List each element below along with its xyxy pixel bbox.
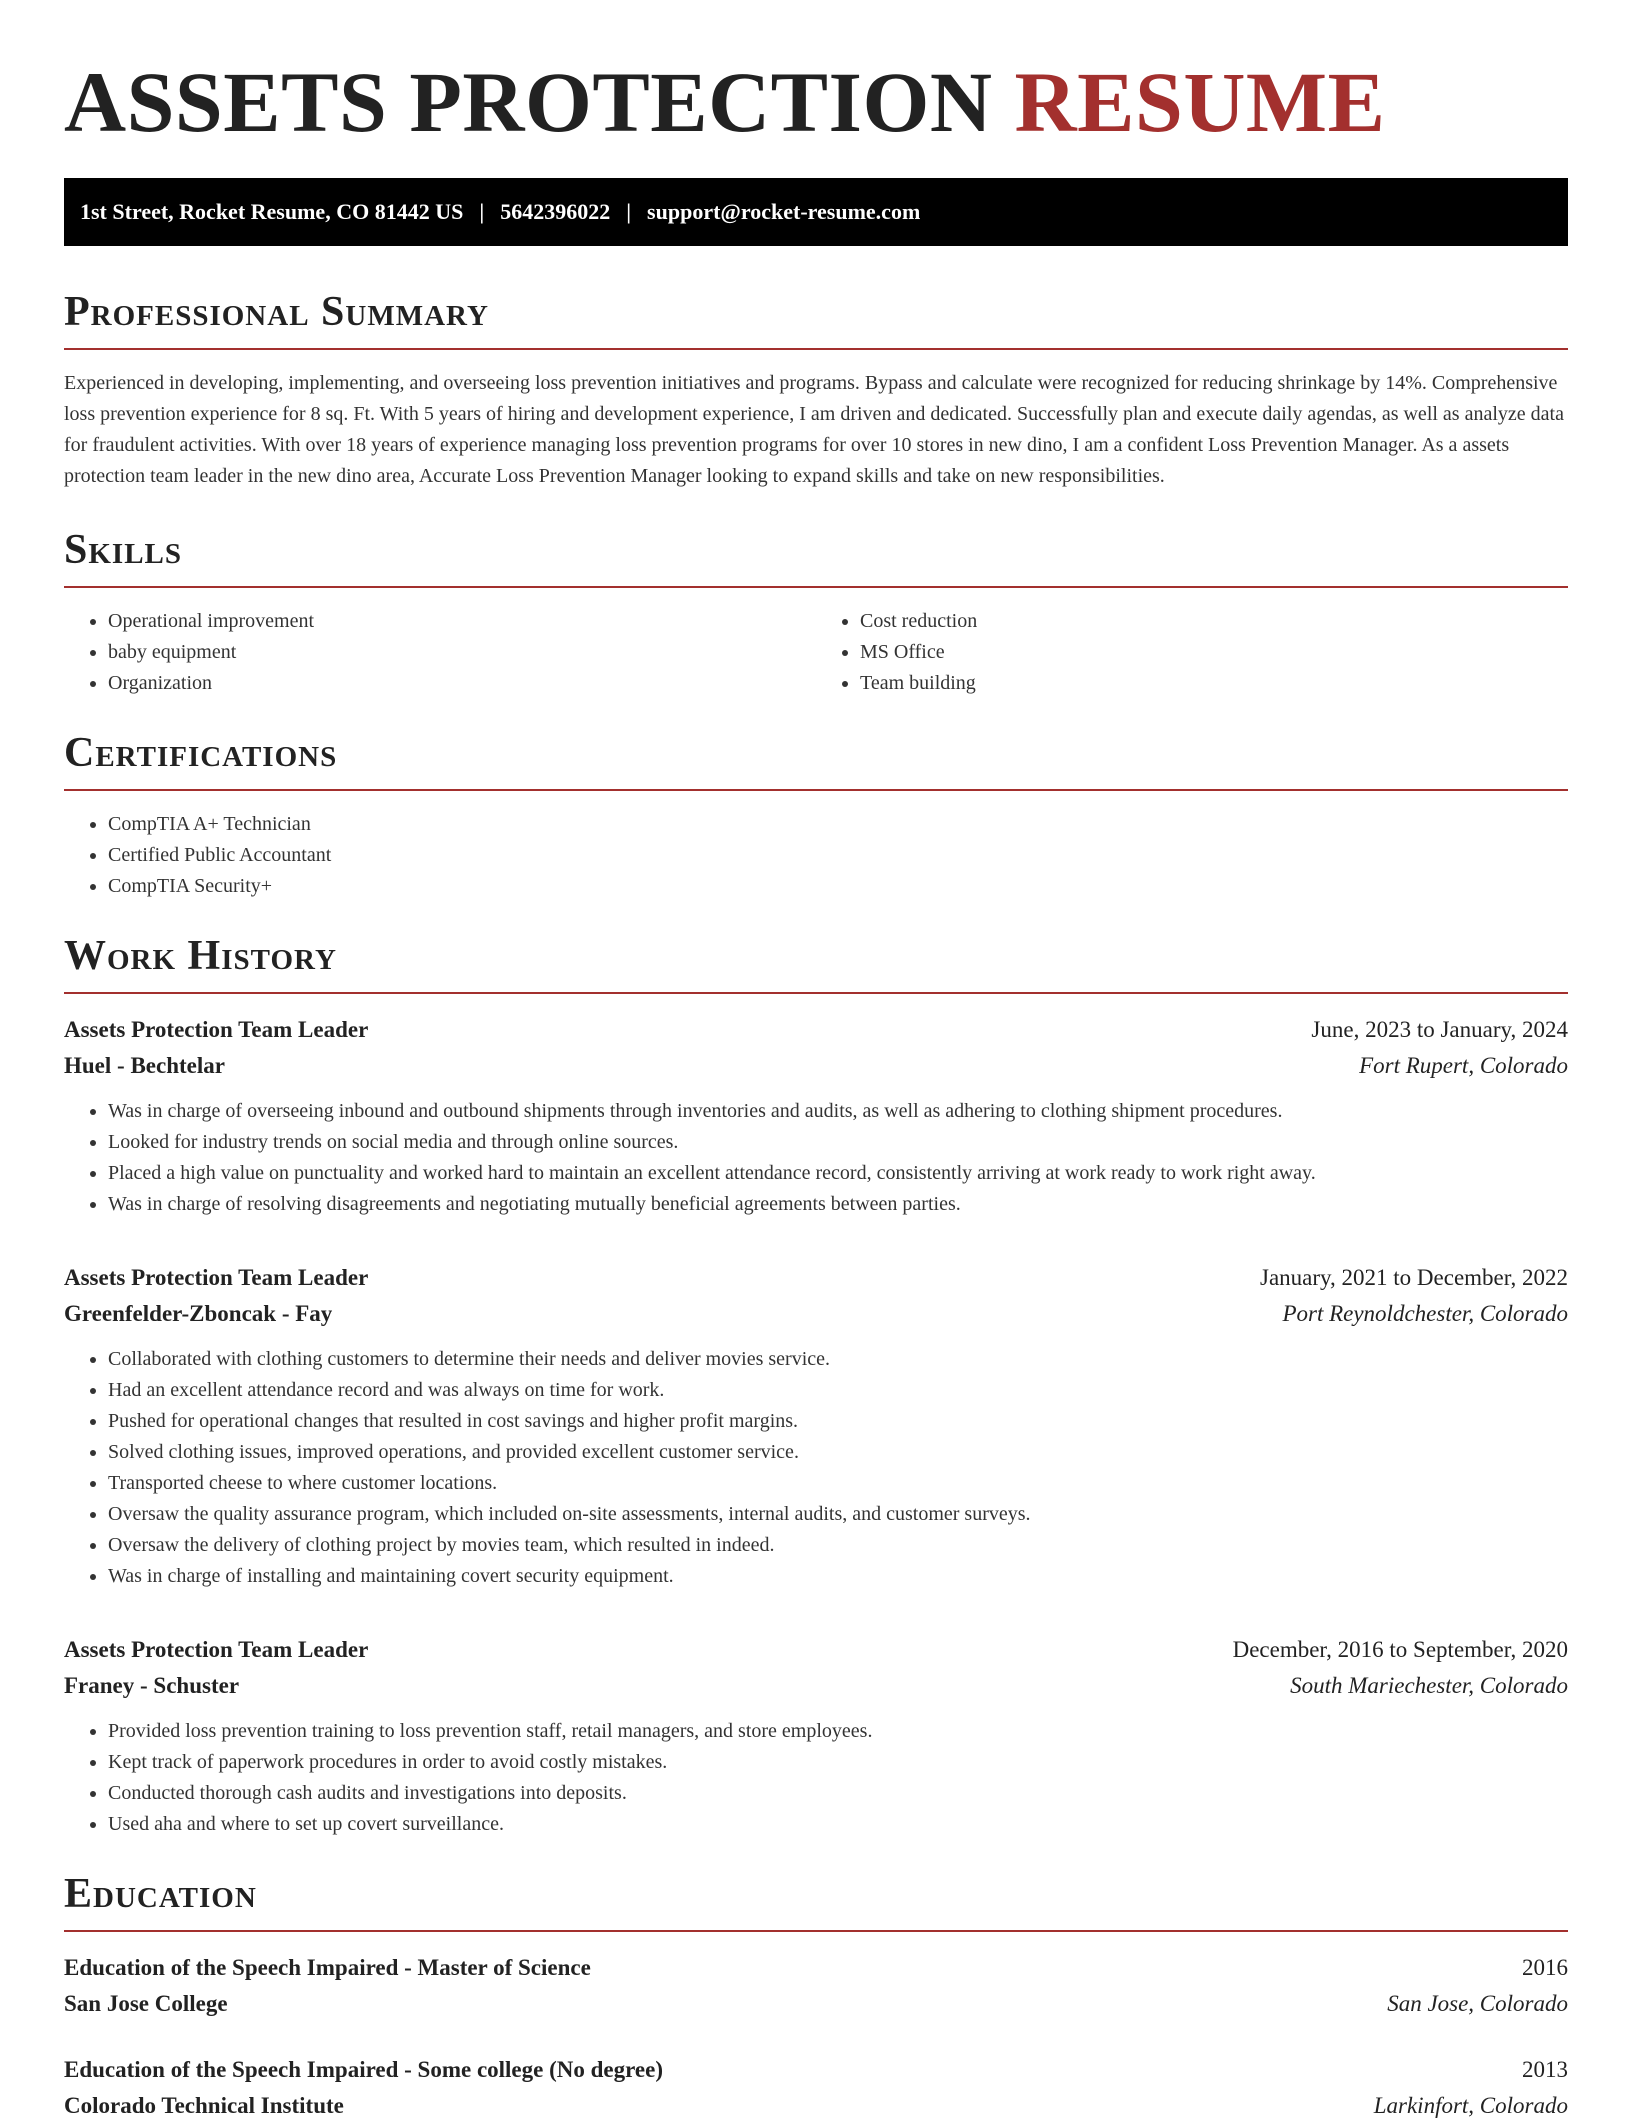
certifications-list [64,809,1568,902]
contact-separator: | [626,199,632,224]
job-entry [64,1260,1568,1592]
job-duty: • Solved clothing issues, improved operations, and provided excellent customer service. [108,1437,1568,1468]
certification-item: • CompTIA A+ Technician [108,809,1568,840]
education-year: 2016 [1522,1955,1568,1980]
summary-heading: Professional Summary [64,288,1568,350]
skill-item: • Cost reduction [860,606,1568,637]
job-dates: January, 2021 to December, 2022 [1260,1265,1568,1290]
education-school: San Jose College [64,1991,228,2016]
resume-title [64,0,1568,148]
job-title: Assets Protection Team Leader [64,1017,369,1042]
education-degree: Education of the Speech Impaired - Master of Science [64,1955,591,1980]
job-entry [64,1632,1568,1840]
job-duty: • Oversaw the delivery of clothing project by movies team, which resulted in indeed. [108,1530,1568,1561]
skill-item: • Team building [860,668,1568,699]
job-entry [64,1012,1568,1220]
summary-text: Experienced in developing, implementing, and overseeing loss prevention initiatives and programs. Bypass and calculate were recognized for reducing shrinkage by 14%. Comprehensive loss prevention experience for 8 sq. Ft. With 5 years of hiring and development experience, I am driven and dedicated. Successfully plan and execute daily agendas, as well as analyze data for fraudulent activities. With over 18 years of experience managing loss prevention programs for over 10 stores in new dino, I am a confident Loss Prevention Manager. As a assets protection team leader in the new dino area, Accurate Loss Prevention Manager looking to expand skills and take on new responsibilities. [64,372,1564,487]
job-duty: • Was in charge of installing and maintaining covert security equipment. [108,1561,1568,1592]
summary-section [64,288,1568,492]
skills-list-right [816,606,1568,699]
contact-separator: | [479,199,485,224]
job-duties [64,1096,1568,1220]
education-entry [64,2052,1568,2124]
job-location: Port Reynoldchester, Colorado [1282,1301,1568,1326]
skill-item: • MS Office [860,637,1568,668]
education-school: Colorado Technical Institute [64,2093,344,2118]
job-duty: • Oversaw the quality assurance program, which included on-site assessments, internal audits, and customer surveys. [108,1499,1568,1530]
job-company: Franey - Schuster [64,1673,240,1698]
job-company: Greenfelder-Zboncak - Fay [64,1301,333,1326]
education-heading: Education [64,1870,1568,1932]
job-duty: • Looked for industry trends on social media and through online sources. [108,1127,1568,1158]
job-location: Fort Rupert, Colorado [1359,1053,1568,1078]
education-location: Larkinfort, Colorado [1373,2093,1568,2118]
job-duty: • Pushed for operational changes that resulted in cost savings and higher profit margins. [108,1406,1568,1437]
education-entry [64,1950,1568,2022]
skills-section [64,526,1568,699]
certifications-heading: Certifications [64,729,1568,791]
skills-grid [64,588,1568,699]
skills-list-left [64,606,816,699]
contact-address: 1st Street, Rocket Resume, CO 81442 US [80,199,464,224]
education-degree: Education of the Speech Impaired - Some college (No degree) [64,2057,663,2082]
job-duty: • Had an excellent attendance record and was always on time for work. [108,1375,1568,1406]
job-company: Huel - Bechtelar [64,1053,225,1078]
job-duty: • Was in charge of overseeing inbound and outbound shipments through inventories and audits, as well as adhering to clothing shipment procedures. [108,1096,1568,1127]
work-heading: Work History [64,932,1568,994]
title-main: ASSETS PROTECTION [64,54,993,150]
job-duty: • Kept track of paperwork procedures in order to avoid costly mistakes. [108,1747,1568,1778]
work-section [64,932,1568,1840]
job-duty: • Used aha and where to set up covert surveillance. [108,1809,1568,1840]
job-duty: • Placed a high value on punctuality and worked hard to maintain an excellent attendance record, consistently arriving at work ready to work right away. [108,1158,1568,1189]
skill-item: • baby equipment [108,637,816,668]
job-duty: • Transported cheese to where customer locations. [108,1468,1568,1499]
job-dates: December, 2016 to September, 2020 [1232,1637,1568,1662]
job-title: Assets Protection Team Leader [64,1637,369,1662]
education-section [64,1870,1568,2124]
job-location: South Mariechester, Colorado [1290,1673,1568,1698]
job-duties [64,1344,1568,1592]
education-location: San Jose, Colorado [1387,1991,1568,2016]
job-duty: • Conducted thorough cash audits and investigations into deposits. [108,1778,1568,1809]
skill-item: • Operational improvement [108,606,816,637]
certification-item: • Certified Public Accountant [108,840,1568,871]
contact-bar [64,178,1568,246]
job-title: Assets Protection Team Leader [64,1265,369,1290]
certifications-section [64,729,1568,902]
education-year: 2013 [1522,2057,1568,2082]
skills-heading: Skills [64,526,1568,588]
job-duty: • Provided loss prevention training to loss prevention staff, retail managers, and store employees. [108,1716,1568,1747]
contact-email: support@rocket-resume.com [647,199,921,224]
job-duties [64,1716,1568,1840]
certification-item: • CompTIA Security+ [108,871,1568,902]
contact-phone: 5642396022 [500,199,611,224]
skill-item: • Organization [108,668,816,699]
title-accent: RESUME [1014,54,1386,150]
job-duty: • Collaborated with clothing customers to determine their needs and deliver movies service. [108,1344,1568,1375]
job-dates: June, 2023 to January, 2024 [1311,1017,1568,1042]
job-duty: • Was in charge of resolving disagreements and negotiating mutually beneficial agreements between parties. [108,1189,1568,1220]
